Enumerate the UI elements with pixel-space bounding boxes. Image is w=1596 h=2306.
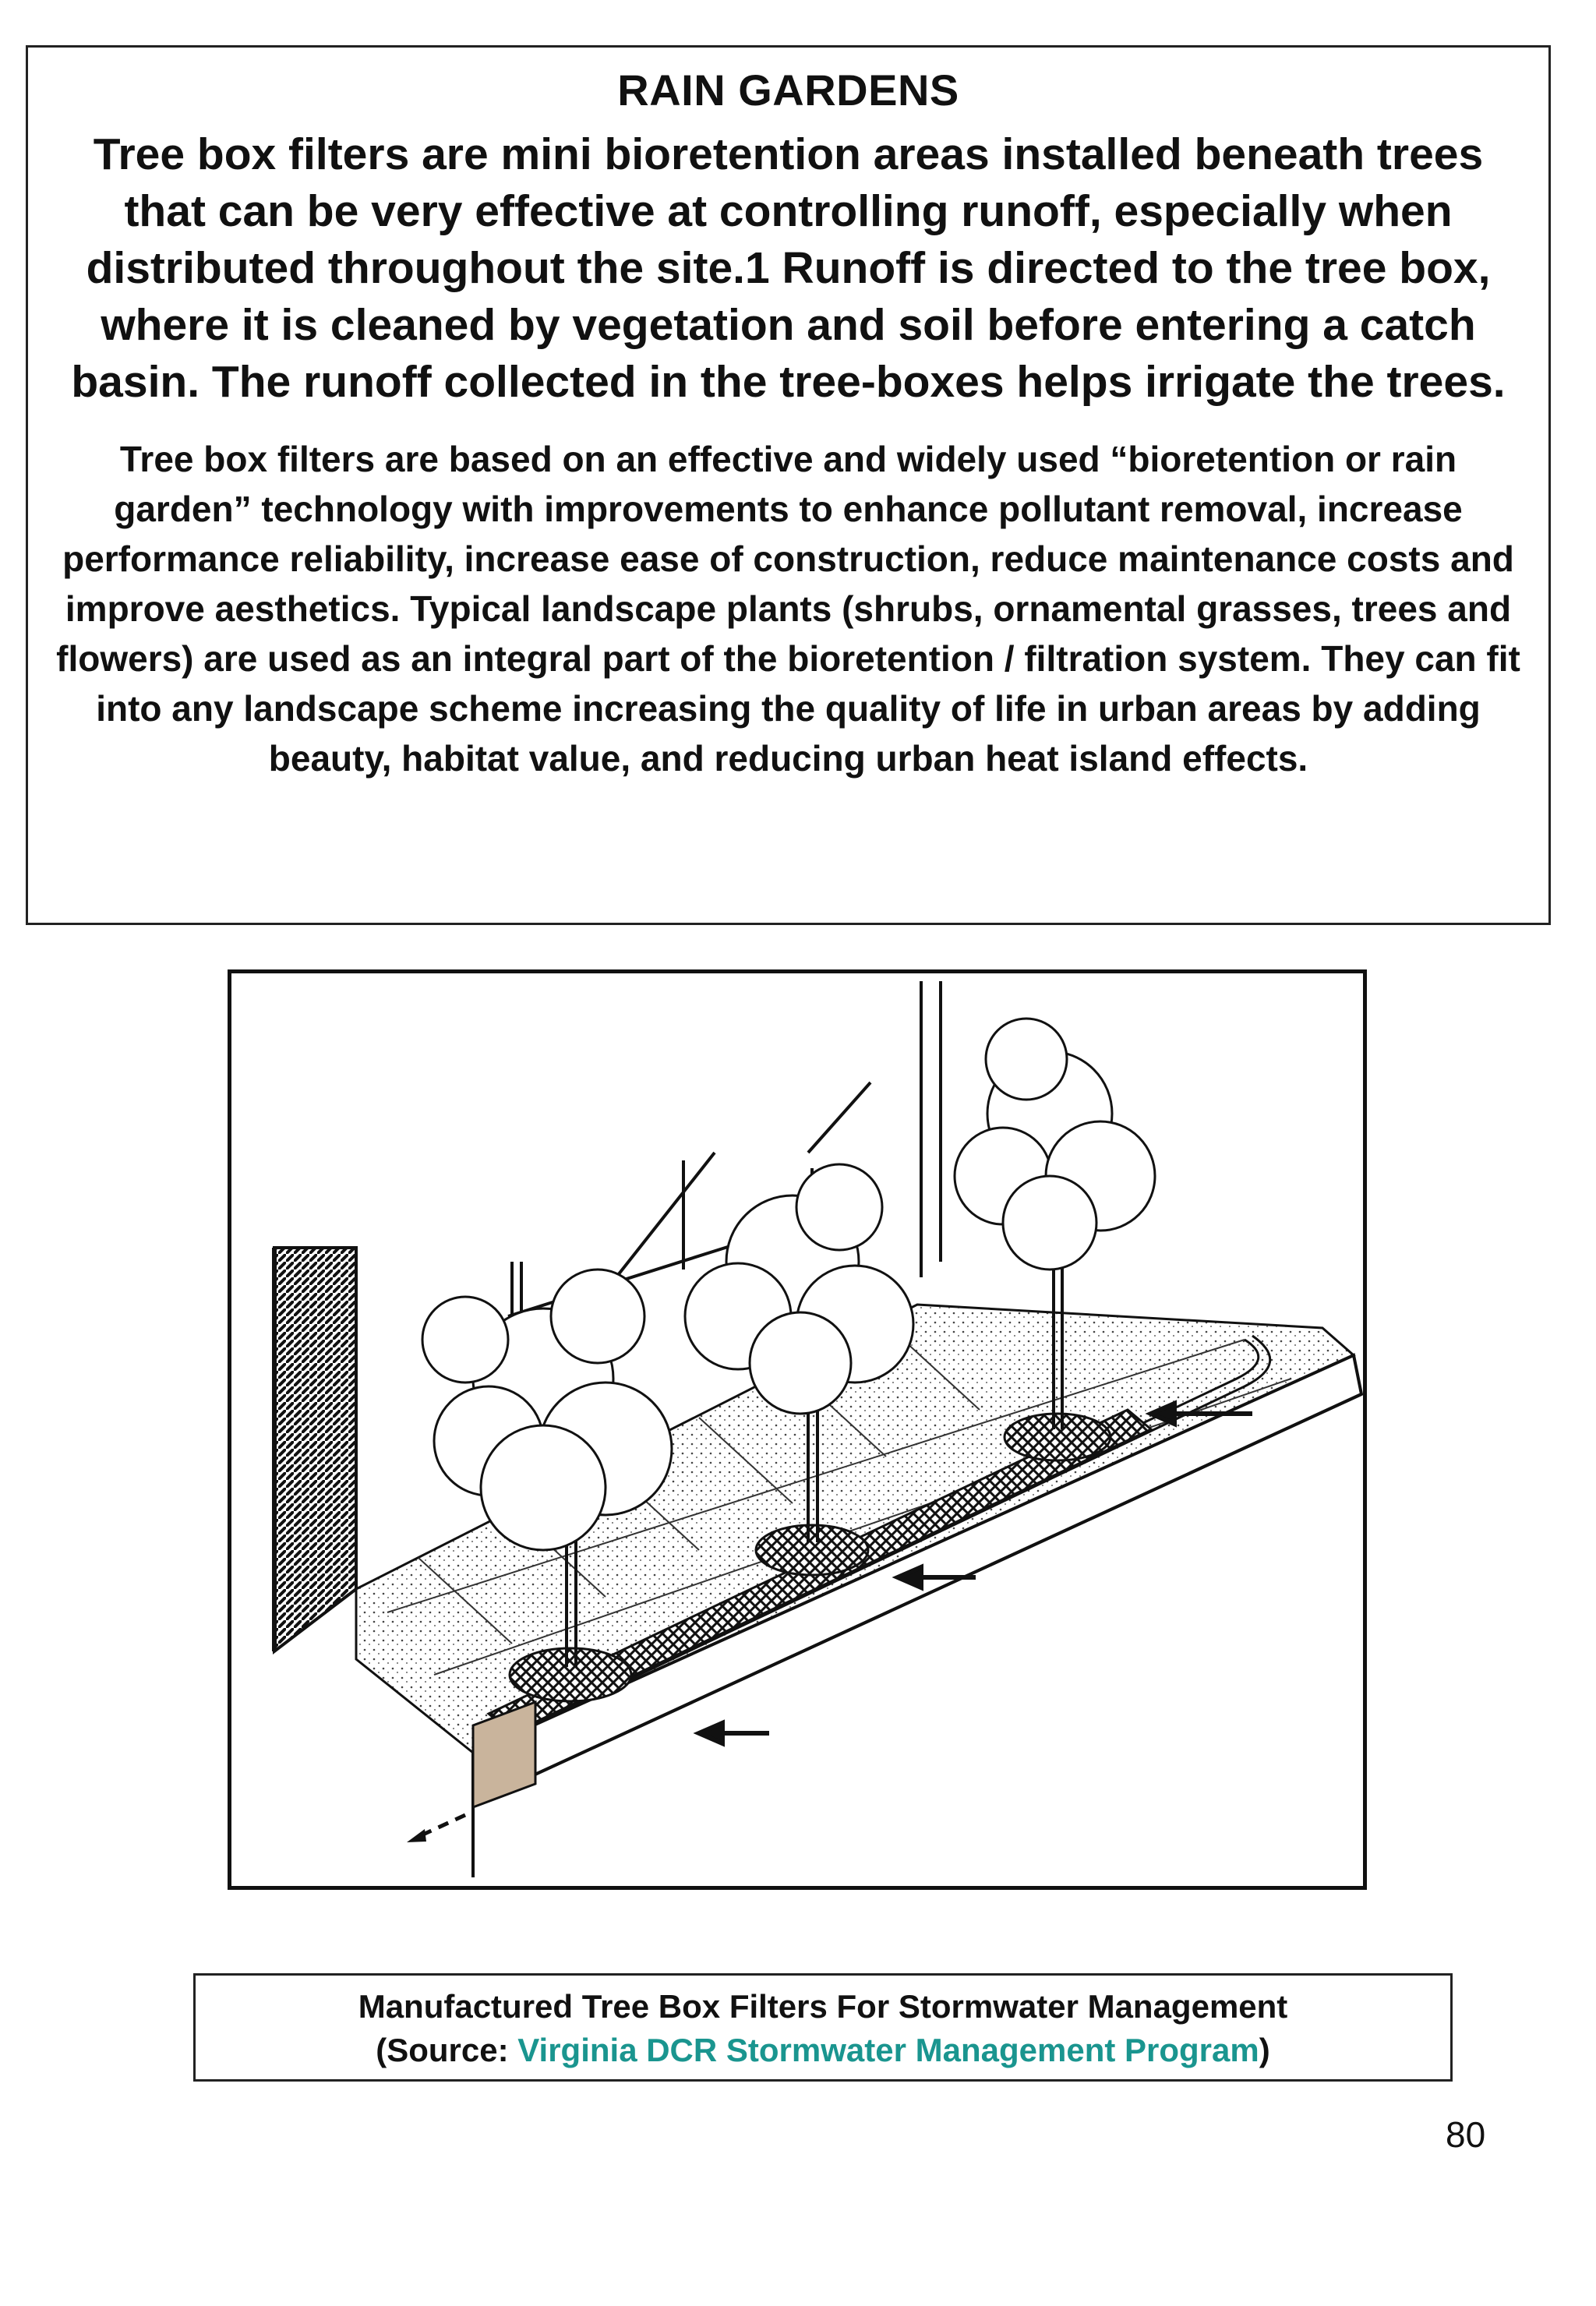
tree-box-filter-illustration xyxy=(228,969,1367,1890)
lead-paragraph: Tree box filters are mini bioretention areas installed beneath trees that can be very effective at controlling runoff, especially when distributed throughout the site.1 Runoff is directed to the tree box, where it is cleaned by vegetation and soil before entering a catch basin. The runoff collected in the tree-boxes helps irrigate the trees. xyxy=(71,129,1506,407)
caption-title: Manufactured Tree Box Filters For Stormwater Management xyxy=(358,1988,1288,2025)
figure-caption xyxy=(193,1973,1453,2082)
caption-source xyxy=(196,2029,1450,2072)
text-panel xyxy=(26,45,1551,925)
body-paragraph: Tree box filters are based on an effective and widely used “bioretention or rain garden” technology with improvements to enhance pollutant removal, increase performance reliability, increase ease of construction, reduce maintenance costs and improve aesthetics. Typical landscape plants (shrubs, ornamental grasses, trees and flowers) are used as an integral part of the bioretention / filtration system. They can fit into any landscape scheme increasing the quality of life in urban areas by adding beauty, habitat value, and reducing urban heat island effects. xyxy=(56,439,1520,779)
caption-source-suffix: ) xyxy=(1259,2032,1270,2068)
caption-source-prefix: (Source: xyxy=(376,2032,518,2068)
page-title: RAIN GARDENS xyxy=(617,65,959,115)
building-wall xyxy=(274,1248,356,1651)
source-link[interactable]: Virginia DCR Stormwater Management Program xyxy=(517,2032,1259,2068)
page-number: 80 xyxy=(1446,2114,1486,2155)
